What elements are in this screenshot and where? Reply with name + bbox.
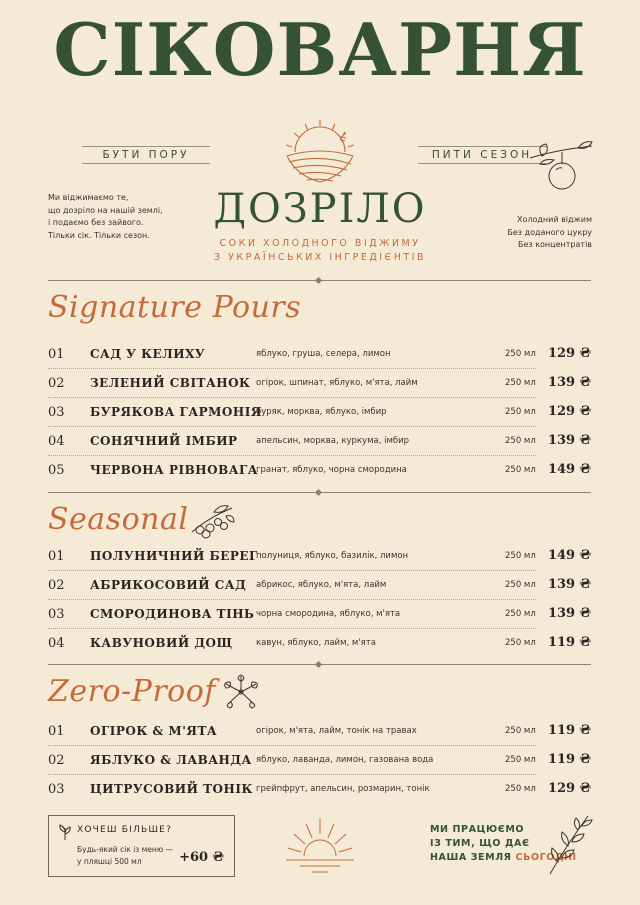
leaf-icon (58, 824, 72, 840)
item-ingredients: апельсин, морква, куркума, імбир (256, 436, 410, 446)
sun-field-logo-icon (277, 118, 363, 184)
feature-item: Холодний віджим (517, 215, 592, 224)
closing-line: ІЗ ТИМ, ЩО ДАЄ (430, 838, 530, 849)
item-number: 04 (48, 434, 65, 449)
item-ingredients: грейпфрут, апельсин, розмарин, тонік (256, 784, 430, 794)
closing-text: НАША ЗЕМЛЯ (430, 852, 512, 863)
item-price: 119 ₴ (547, 723, 591, 738)
divider-dot (315, 661, 322, 668)
menu-item (48, 600, 591, 629)
item-volume: 250 мл (505, 407, 536, 417)
bottle-addon-box (48, 815, 235, 877)
section-title-seasonal: Seasonal (48, 502, 189, 537)
item-ingredients: яблуко, груша, селера, лимон (256, 349, 391, 359)
menu-item (48, 746, 591, 775)
item-volume: 250 мл (505, 609, 536, 619)
item-ingredients: буряк, морква, яблуко, імбир (256, 407, 387, 417)
menu-item (48, 717, 591, 746)
item-price: 139 ₴ (547, 606, 591, 621)
brand-subtitle: ДОЗРІЛО (213, 186, 427, 232)
features-list (472, 214, 592, 252)
item-price: 139 ₴ (547, 433, 591, 448)
item-volume: 250 мл (505, 784, 536, 794)
divider-dot (315, 489, 322, 496)
item-name: ЦИТРУСОВИЙ ТОНІК (90, 782, 253, 796)
item-number: 02 (48, 578, 65, 593)
item-number: 01 (48, 347, 65, 362)
sunburst-icon (282, 814, 358, 876)
item-volume: 250 мл (505, 349, 536, 359)
item-ingredients: огірок, шпинат, яблуко, м'ята, лайм (256, 378, 418, 388)
intro-line: і подаємо без зайвого. (48, 218, 144, 227)
item-price: 139 ₴ (547, 375, 591, 390)
item-ingredients: гранат, яблуко, чорна смородина (256, 465, 407, 475)
item-name: ЧЕРВОНА РІВНОВАГА (90, 463, 259, 477)
addon-desc-line: Будь-який сік із меню — (77, 845, 174, 854)
menu-item (48, 629, 591, 658)
item-volume: 250 мл (505, 436, 536, 446)
item-name: СОНЯЧНИЙ ІМБИР (90, 434, 238, 448)
menu-item (48, 456, 591, 485)
menu-item (48, 775, 591, 804)
divider-dot (315, 277, 322, 284)
item-price: 139 ₴ (547, 577, 591, 592)
item-volume: 250 мл (505, 638, 536, 648)
closing-line: МИ ПРАЦЮЄМО (430, 824, 525, 835)
section-title-zero-proof: Zero-Proof (48, 674, 216, 709)
intro-line: Ми віджимаємо те, (48, 193, 129, 202)
item-number: 03 (48, 405, 65, 420)
item-name: ОГІРОК & М'ЯТА (90, 724, 218, 738)
section-title-signature: Signature Pours (48, 290, 302, 325)
addon-desc-line: у пляшці 500 мл (77, 857, 142, 866)
item-number: 03 (48, 782, 65, 797)
closing-highlight: СЬОГОДНІ (515, 852, 577, 863)
item-name: СМОРОДИНОВА ТІНЬ (90, 607, 255, 621)
menu-item (48, 398, 591, 427)
item-name: САД У КЕЛИХУ (90, 347, 206, 361)
item-ingredients: чорна смородина, яблуко, м'ята (256, 609, 401, 619)
item-price: 129 ₴ (547, 404, 591, 419)
intro-line: Тільки сік. Тільки сезон. (48, 230, 150, 240)
star-anise-icon (218, 672, 264, 712)
berries-icon (188, 502, 236, 540)
menu-item (48, 340, 591, 369)
item-number: 03 (48, 607, 65, 622)
item-volume: 250 мл (505, 580, 536, 590)
item-price: 149 ₴ (547, 548, 591, 563)
herb-sprig-icon (544, 812, 594, 878)
item-price: 129 ₴ (547, 346, 591, 361)
tagline-line-2: З УКРАЇНСЬКИХ ІНГРЕДІЄНТІВ (214, 252, 426, 263)
item-number: 05 (48, 463, 65, 478)
item-volume: 250 мл (505, 378, 536, 388)
item-name: БУРЯКОВА ГАРМОНІЯ (90, 405, 262, 419)
item-price: 119 ₴ (547, 752, 591, 767)
item-name: ЯБЛУКО & ЛАВАНДА (90, 753, 252, 767)
addon-description (77, 844, 185, 868)
item-number: 02 (48, 753, 65, 768)
slogan-left: БУТИ ПОРУ (82, 146, 210, 164)
tagline-line-1: СОКИ ХОЛОДНОГО ВІДЖИМУ (219, 238, 421, 249)
item-name: ПОЛУНИЧНИЙ БЕРЕГ (90, 549, 258, 563)
brand-title: СІКОВАРНЯ (53, 7, 587, 92)
addon-title: ХОЧЕШ БІЛЬШЕ? (77, 825, 173, 835)
item-volume: 250 мл (505, 726, 536, 736)
addon-price: +60 ₴ (179, 850, 224, 865)
item-number: 02 (48, 376, 65, 391)
item-name: КАВУНОВИЙ ДОЩ (90, 636, 233, 650)
menu-item (48, 542, 591, 571)
item-ingredients: яблуко, лаванда, лимон, газована вода (256, 755, 434, 765)
item-volume: 250 мл (505, 465, 536, 475)
item-name: ЗЕЛЕНИЙ СВІТАНОК (90, 376, 251, 390)
menu-item (48, 571, 591, 600)
item-ingredients: огірок, м'ята, лайм, тонік на травах (256, 726, 417, 736)
menu-item (48, 369, 591, 398)
item-number: 01 (48, 549, 65, 564)
item-price: 149 ₴ (547, 462, 591, 477)
item-number: 01 (48, 724, 65, 739)
item-volume: 250 мл (505, 755, 536, 765)
slogan-right: ПИТИ СЕЗОН (418, 146, 546, 164)
feature-item: Без концентратів (518, 240, 592, 249)
item-ingredients: кавун, яблуко, лайм, м'ята (256, 638, 376, 648)
item-ingredients: абрикос, яблуко, м'ята, лайм (256, 580, 387, 590)
item-name: АБРИКОСОВИЙ САД (90, 578, 247, 592)
item-ingredients: полуниця, яблуко, базилік, лимон (256, 551, 409, 561)
item-price: 129 ₴ (547, 781, 591, 796)
item-number: 04 (48, 636, 65, 651)
feature-item: Без доданого цукру (507, 227, 592, 237)
menu-item (48, 427, 591, 456)
item-volume: 250 мл (505, 551, 536, 561)
intro-line: що дозріло на нашій землі, (48, 205, 163, 215)
item-price: 119 ₴ (547, 635, 591, 650)
